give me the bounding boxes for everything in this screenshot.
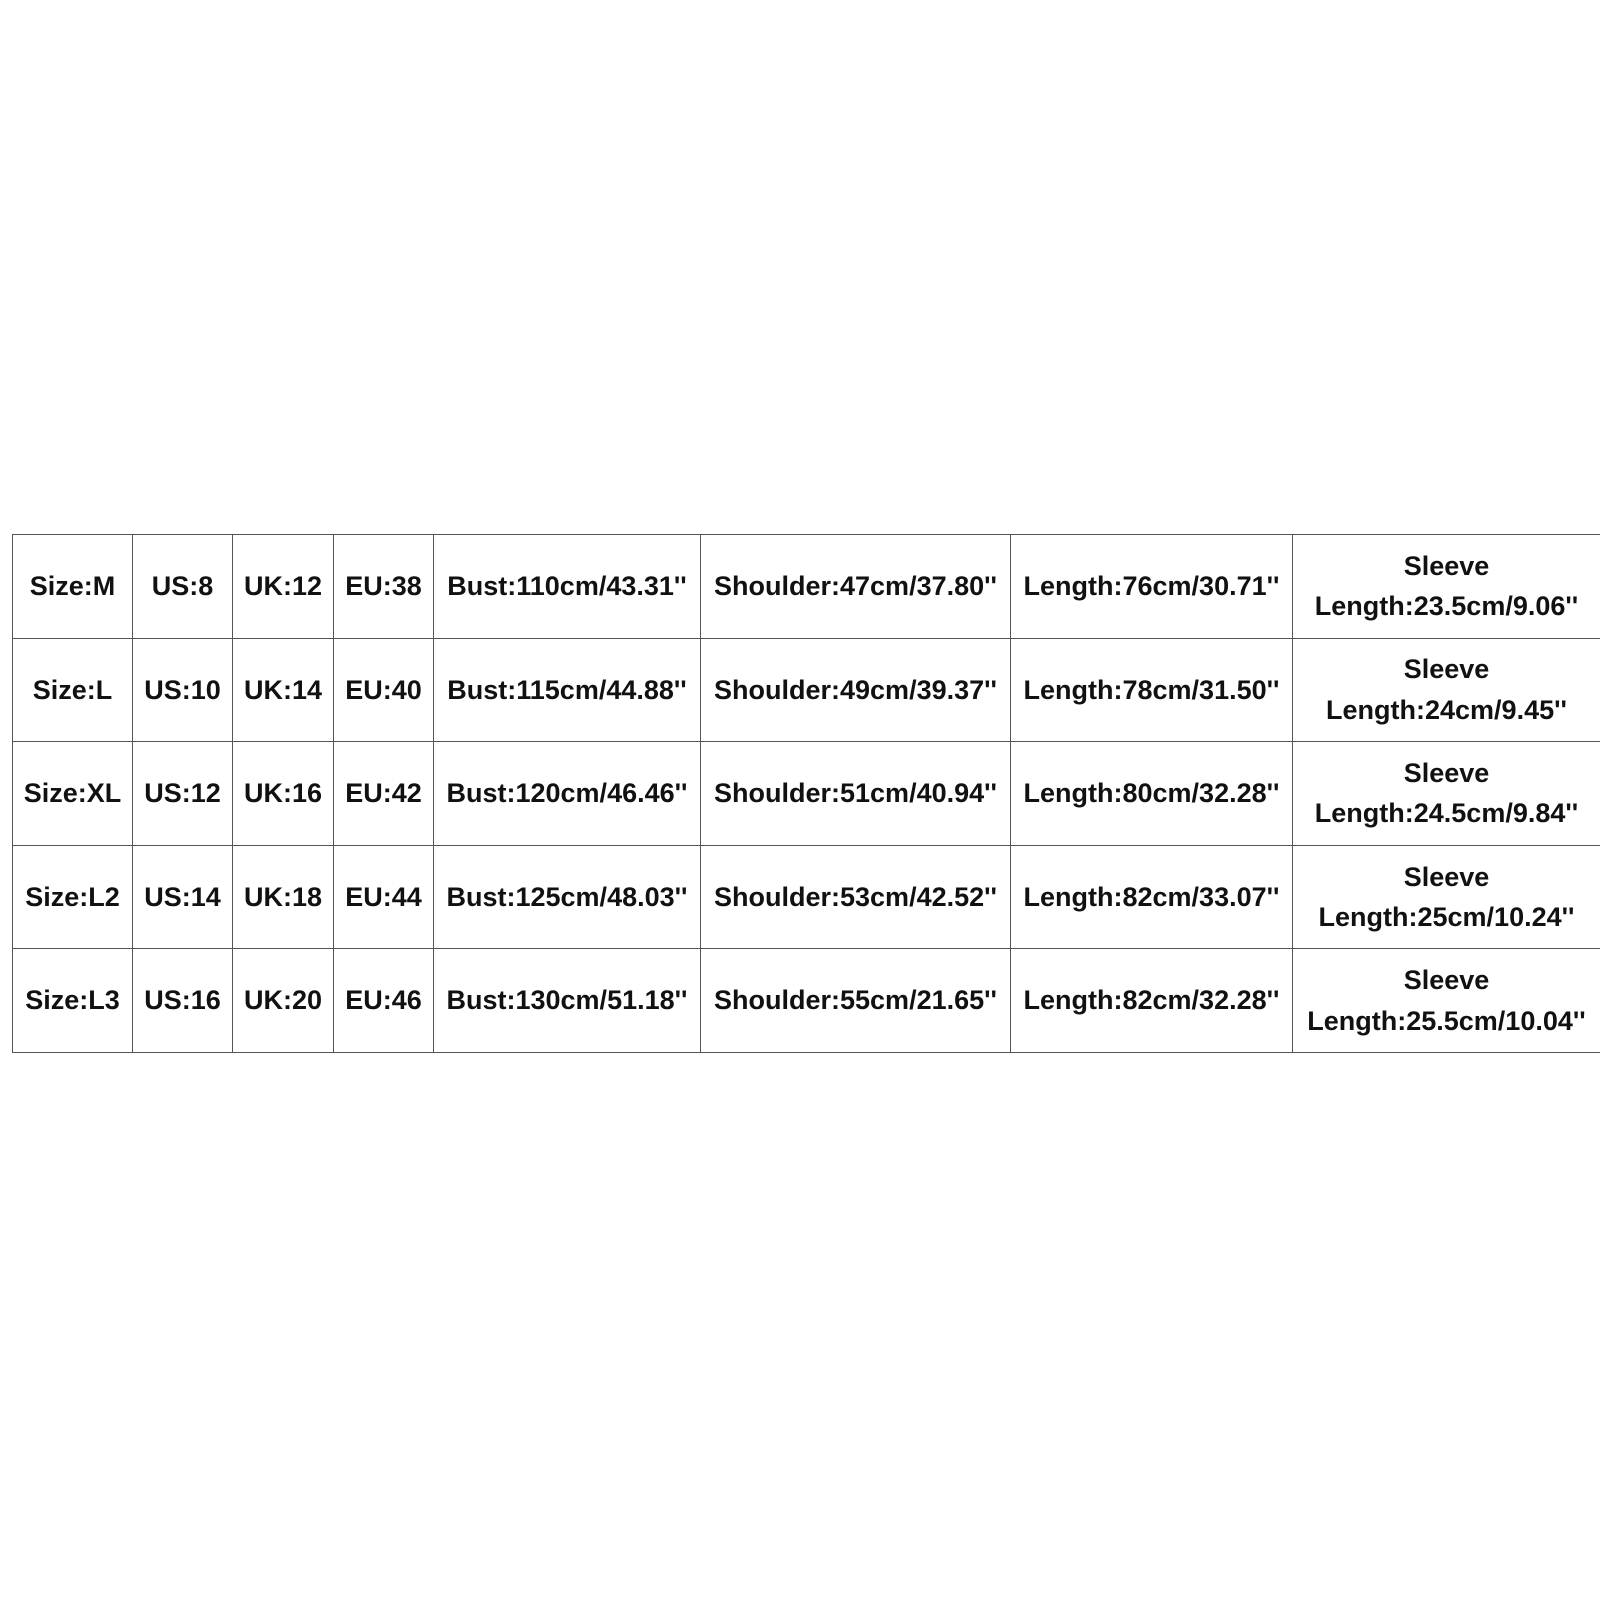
table-row [13, 845, 1600, 949]
sleeve-length-cell [1293, 638, 1600, 742]
sleeve-label: Sleeve [1403, 757, 1490, 788]
sleeve-length-cell [1293, 949, 1600, 1053]
length-cell: Length:82cm/32.28'' [1011, 949, 1293, 1053]
sleeve-value: Length:23.5cm/9.06'' [1314, 591, 1579, 622]
shoulder-cell: Shoulder:53cm/42.52'' [701, 845, 1011, 949]
size-cell: Size:L2 [13, 845, 133, 949]
table-row [13, 949, 1600, 1053]
sleeve-value: Length:24cm/9.45'' [1326, 694, 1567, 725]
sleeve-label: Sleeve [1403, 965, 1490, 996]
eu-size-cell: EU:38 [334, 535, 434, 639]
sleeve-length-cell [1293, 845, 1600, 949]
bust-cell: Bust:120cm/46.46'' [434, 742, 701, 846]
shoulder-cell: Shoulder:55cm/21.65'' [701, 949, 1011, 1053]
sleeve-label: Sleeve [1403, 861, 1490, 892]
sleeve-value: Length:25cm/10.24'' [1318, 902, 1575, 933]
length-cell: Length:80cm/32.28'' [1011, 742, 1293, 846]
table-row [13, 535, 1600, 639]
table-row [13, 638, 1600, 742]
table-row [13, 742, 1600, 846]
bust-cell: Bust:115cm/44.88'' [434, 638, 701, 742]
uk-size-cell: UK:20 [233, 949, 334, 1053]
eu-size-cell: EU:42 [334, 742, 434, 846]
length-cell: Length:82cm/33.07'' [1011, 845, 1293, 949]
uk-size-cell: UK:12 [233, 535, 334, 639]
us-size-cell: US:8 [133, 535, 233, 639]
us-size-cell: US:12 [133, 742, 233, 846]
sleeve-value: Length:25.5cm/10.04'' [1307, 1005, 1586, 1036]
size-cell: Size:XL [13, 742, 133, 846]
size-cell: Size:L3 [13, 949, 133, 1053]
sleeve-value: Length:24.5cm/9.84'' [1314, 798, 1579, 829]
shoulder-cell: Shoulder:47cm/37.80'' [701, 535, 1011, 639]
eu-size-cell: EU:44 [334, 845, 434, 949]
eu-size-cell: EU:46 [334, 949, 434, 1053]
shoulder-cell: Shoulder:49cm/39.37'' [701, 638, 1011, 742]
uk-size-cell: UK:16 [233, 742, 334, 846]
length-cell: Length:76cm/30.71'' [1011, 535, 1293, 639]
bust-cell: Bust:130cm/51.18'' [434, 949, 701, 1053]
uk-size-cell: UK:14 [233, 638, 334, 742]
eu-size-cell: EU:40 [334, 638, 434, 742]
bust-cell: Bust:110cm/43.31'' [434, 535, 701, 639]
size-chart-table [12, 534, 1600, 1053]
uk-size-cell: UK:18 [233, 845, 334, 949]
us-size-cell: US:10 [133, 638, 233, 742]
us-size-cell: US:16 [133, 949, 233, 1053]
shoulder-cell: Shoulder:51cm/40.94'' [701, 742, 1011, 846]
sleeve-label: Sleeve [1403, 550, 1490, 581]
bust-cell: Bust:125cm/48.03'' [434, 845, 701, 949]
sleeve-length-cell [1293, 742, 1600, 846]
size-cell: Size:L [13, 638, 133, 742]
sleeve-length-cell [1293, 535, 1600, 639]
length-cell: Length:78cm/31.50'' [1011, 638, 1293, 742]
size-cell: Size:M [13, 535, 133, 639]
sleeve-label: Sleeve [1403, 654, 1490, 685]
us-size-cell: US:14 [133, 845, 233, 949]
